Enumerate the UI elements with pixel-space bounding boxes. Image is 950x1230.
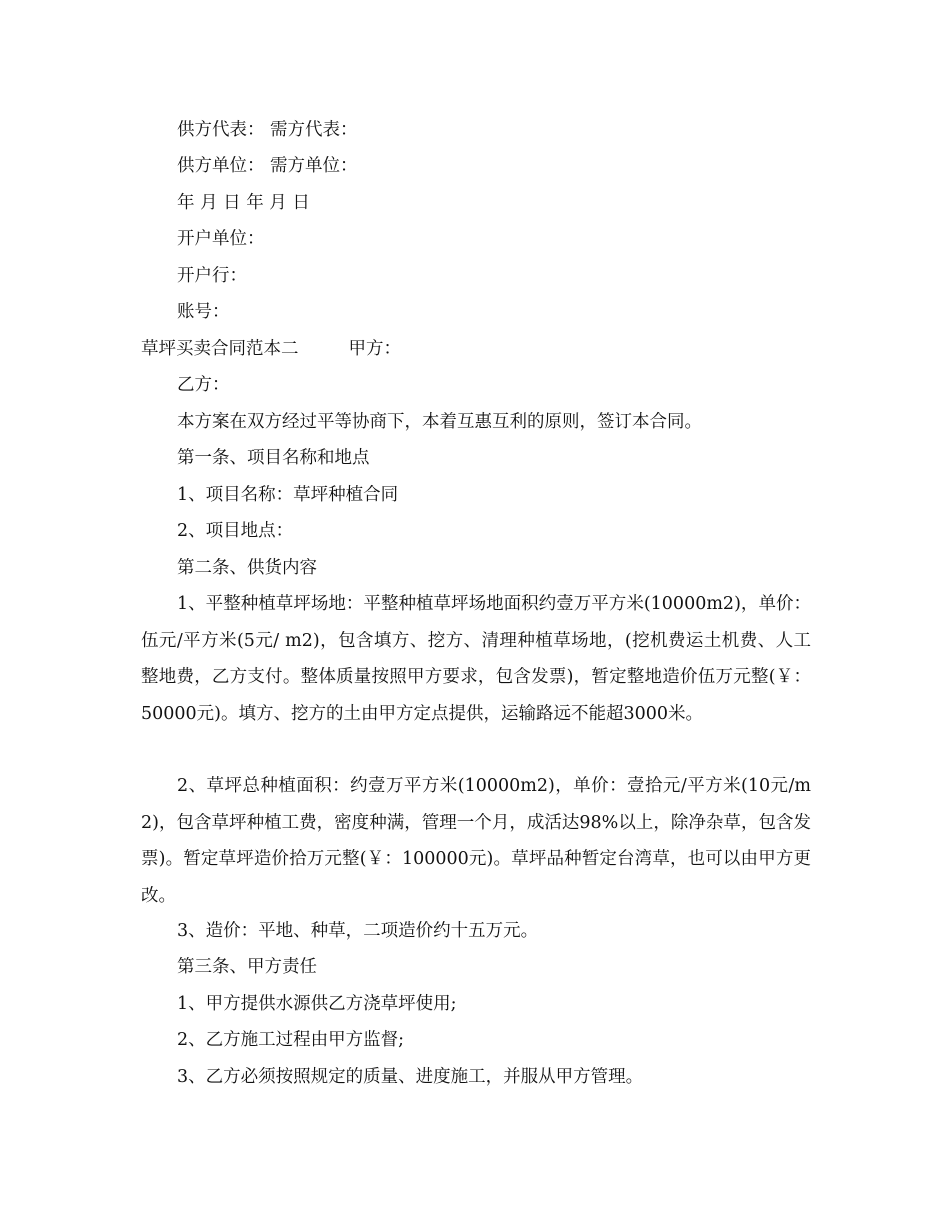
article-3-heading: 第三条、甲方责任 xyxy=(177,957,317,977)
account-number: 账号： xyxy=(177,302,230,322)
signature-representatives: 供方代表： 需方代表： xyxy=(177,120,358,140)
intro-text: 本方案在双方经过平等协商下，本着互惠互利的原则，签订本合同。 xyxy=(177,412,702,432)
article-1-heading: 第一条、项目名称和地点 xyxy=(177,448,370,468)
article-2-item-3: 3、造价：平地、种草，二项造价约十五万元。 xyxy=(177,921,539,941)
article-2-item-1: 1、平整种植草坪场地：平整种植草坪场地面积约壹万平方米(10000m2)，单价：伍元/平方米(5元/ m2)，包含填方、挖方、清理种植草场地，(挖机费运土机费、人工整地费，乙方支付。整体质量按照甲方要求，包含发票)，暂定整地造价伍万元整(￥：50000元)。填方、挖方的土由甲方定点提供，运输路远不能超3000米。 xyxy=(141,594,811,724)
article-2-heading: 第二条、供货内容 xyxy=(177,558,317,578)
signature-units: 供方单位： 需方单位： xyxy=(177,156,358,176)
bank-name: 开户行： xyxy=(177,266,247,286)
article-2-item-2: 2、草坪总种植面积：约壹万平方米(10000m2)，单价：壹拾元/平方米(10元/m2)，包含草坪种植工费，密度种满，管理一个月，成活达98%以上，除净杂草，包含发票)。暂定草坪造价拾万元整(￥：100000元)。草坪品种暂定台湾草，也可以由甲方更改。 xyxy=(141,776,811,906)
article-1-item-1: 1、项目名称：草坪种植合同 xyxy=(177,485,399,505)
article-1-item-2: 2、项目地点： xyxy=(177,521,294,541)
contract-title-row xyxy=(141,331,811,368)
article-3-item-3: 3、乙方必须按照规定的质量、进度施工，并服从甲方管理。 xyxy=(177,1067,644,1087)
article-3-item-2: 2、乙方施工过程由甲方监督; xyxy=(177,1030,405,1050)
account-unit: 开户单位： xyxy=(177,229,265,249)
article-3-item-1: 1、甲方提供水源供乙方浇草坪使用; xyxy=(177,994,457,1014)
signature-dates: 年 月 日 年 月 日 xyxy=(177,193,310,213)
party-a-label: 甲方： xyxy=(348,339,401,359)
contract-title: 草坪买卖合同范本二 xyxy=(141,339,299,359)
party-b-label: 乙方： xyxy=(177,375,230,395)
